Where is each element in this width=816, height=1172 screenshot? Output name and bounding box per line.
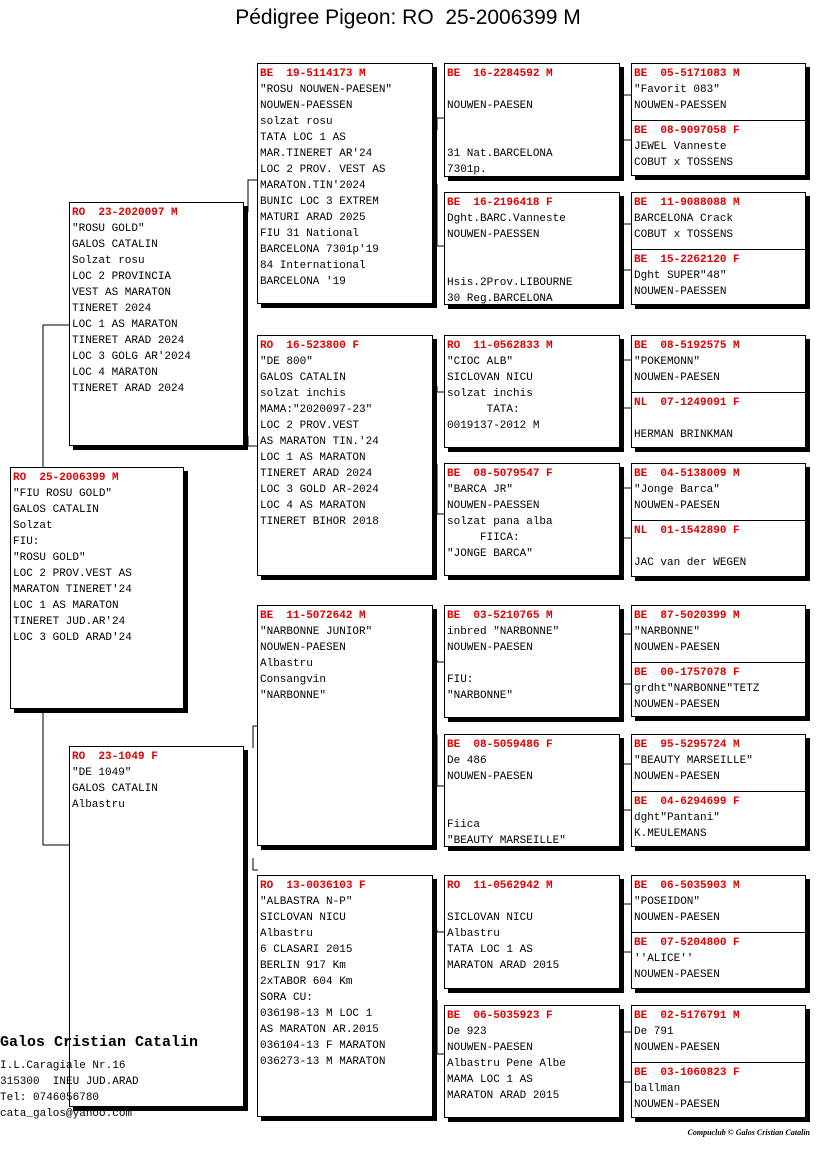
sex-marker: M (733, 197, 740, 209)
pigeon-info-line: SICLOVAN NICU (260, 912, 346, 924)
pigeon-card-g11[interactable] (632, 735, 805, 791)
pigeon-info-line: Solzat rosu (72, 255, 145, 267)
pigeon-info-line: MARATON.TIN'2024 (260, 180, 366, 192)
sex-marker: F (733, 125, 740, 137)
pigeon-info-line: TINERET JUD.AR'24 (13, 616, 126, 628)
ring-id: BE 07-5204800 (634, 937, 727, 949)
pigeon-info-line: TINERET ARAD 2024 (72, 383, 185, 395)
sire-box (69, 202, 244, 446)
pigeon-card-sd[interactable] (258, 336, 432, 575)
pigeon-card-g2[interactable] (632, 120, 805, 175)
pigeon-info-line: NOUWEN-PAESSEN (634, 100, 727, 112)
ring-number (634, 395, 805, 411)
sex-marker: M (546, 610, 553, 622)
ring-number (72, 205, 243, 221)
pigeon-info-line: "ROSU GOLD" (13, 552, 86, 564)
pigeon-info-line: NOUWEN-PAESEN (634, 912, 720, 924)
pigeon-info-line: LOC 1 AS MARATON (260, 452, 366, 464)
pigeon-info-line: LOC 4 AS MARATON (260, 500, 366, 512)
pigeon-card-g7[interactable] (632, 464, 805, 520)
footer-credit: Compuclub © Galos Cristian Catalin (687, 1128, 810, 1137)
pigeon-info-line: BERLIN 917 Km (260, 960, 346, 972)
pigeon-card-g4[interactable] (632, 249, 805, 304)
owner-address: I.L.Caragiale Nr.16 (0, 1060, 126, 1072)
pigeon-info-line: FIICA: (447, 532, 520, 544)
ring-number (13, 470, 183, 486)
pigeon-info-line: 036273-13 M MARATON (260, 1056, 386, 1068)
ring-id: BE 08-5059486 (447, 739, 540, 751)
sex-marker: M (546, 880, 553, 892)
sex-marker: M (546, 68, 553, 80)
g-pair-8 (631, 1005, 806, 1118)
ring-id: NL 07-1249091 (634, 397, 727, 409)
pigeon-info-line (634, 411, 805, 427)
dd-box (257, 875, 433, 1117)
pigeon-info-line: 31 Nat.BARCELONA (447, 148, 553, 160)
pigeon-info-line: Hsis.2Prov.LIBOURNE (447, 277, 573, 289)
pigeon-info-line: TATA LOC 1 AS (260, 132, 346, 144)
sex-marker: F (359, 880, 366, 892)
pigeon-info-line: "JONGE BARCA" (447, 548, 533, 560)
ring-number (260, 338, 432, 354)
pigeon-info-line: JEWEL Vanneste (634, 141, 727, 153)
pigeon-info-line: NOUWEN-PAESEN (634, 771, 720, 783)
pigeon-card-sss[interactable] (445, 64, 619, 176)
pigeon-info-line: "POKEMONN" (634, 356, 701, 368)
ring-number (634, 878, 805, 894)
pigeon-card-dam[interactable] (70, 747, 243, 1106)
pigeon-info-line: NOUWEN-PAESSEN (634, 286, 727, 298)
pigeon-info-line: MARATON ARAD 2015 (447, 960, 560, 972)
pigeon-info-line: GALOS CATALIN (72, 783, 158, 795)
pigeon-card-g12[interactable] (632, 791, 805, 846)
pigeon-info-line: FIU 31 National (260, 228, 360, 240)
pigeon-card-g6[interactable] (632, 392, 805, 447)
pigeon-info-line: TATA: (447, 404, 520, 416)
pigeon-info-line: TATA LOC 1 AS (447, 944, 533, 956)
ring-id: RO 25-2006399 (13, 472, 106, 484)
pigeon-info-line: Consangvin (260, 674, 327, 686)
sex-marker: M (733, 610, 740, 622)
pigeon-info-line: dght"Pantani" (634, 812, 720, 824)
ring-number (447, 466, 619, 482)
pigeon-info-line: solzat inchis (447, 388, 533, 400)
g-pair-5 (631, 605, 806, 717)
pigeon-info-line: 30 Reg.BARCELONA (447, 293, 553, 304)
dsd-box (444, 734, 620, 847)
pigeon-card-g15[interactable] (632, 1006, 805, 1062)
pigeon-info-line: inbred "NARBONNE" (447, 626, 560, 638)
pigeon-info-line: BARCELONA Crack (634, 213, 734, 225)
pigeon-info-line: LOC 2 PROV.VEST (260, 420, 360, 432)
pigeon-info-line: 036104-13 F MARATON (260, 1040, 386, 1052)
pigeon-info-line: HERMAN BRINKMAN (634, 429, 734, 441)
sss-box (444, 63, 620, 177)
sex-marker: M (546, 340, 553, 352)
pigeon-card-dd[interactable] (258, 876, 432, 1116)
pigeon-info-line: K.MEULEMANS (634, 828, 707, 840)
ring-id: BE 08-9097058 (634, 125, 727, 137)
owner-email[interactable]: cata_galos@yahoo.com (0, 1108, 133, 1120)
pigeon-info-line (447, 801, 619, 817)
pigeon-info-line: NOUWEN-PAESEN (447, 1042, 533, 1054)
ring-number (447, 195, 619, 211)
pigeon-card-g10[interactable] (632, 662, 805, 716)
sex-marker: M (733, 739, 740, 751)
sex-marker: M (359, 610, 366, 622)
ring-id: RO 16-523800 (260, 340, 346, 352)
pigeon-info-line: ''ALICE'' (634, 953, 694, 965)
ring-number (634, 195, 805, 211)
ring-number (634, 1008, 805, 1024)
sd-box (257, 335, 433, 576)
ssd-box (444, 192, 620, 305)
ring-number (634, 935, 805, 951)
ddd-box (444, 1005, 620, 1118)
ring-id: BE 19-5114173 (260, 68, 353, 80)
pigeon-info-line: AS MARATON AR.2015 (260, 1024, 379, 1036)
pigeon-info-line: TINERET 2024 (72, 303, 152, 315)
pigeon-info-line: 2xTABOR 604 Km (260, 976, 353, 988)
pigeon-info-line: "BEAUTY MARSEILLE" (634, 755, 753, 767)
pigeon-info-line: solzat rosu (260, 116, 333, 128)
pigeon-info-line (447, 82, 619, 98)
ring-number (447, 338, 619, 354)
pigeon-card-sdd[interactable] (445, 464, 619, 575)
pigeon-info-line: NOUWEN-PAESEN (634, 969, 720, 981)
pigeon-info-line: SORA CU: (260, 992, 313, 1004)
ring-number (634, 608, 805, 624)
pigeon-info-line (634, 539, 805, 555)
connector-dam-dd (253, 858, 258, 870)
sex-marker: F (352, 340, 360, 352)
pigeon-card-g5[interactable] (632, 336, 805, 392)
pigeon-info-line (447, 785, 619, 801)
pigeon-info-line: VEST AS MARATON (72, 287, 172, 299)
pigeon-info-line: "ROSU NOUWEN-PAESEN" (260, 84, 393, 96)
pigeon-info-line: solzat pana alba (447, 516, 553, 528)
ring-id: RO 11-0562833 (447, 340, 540, 352)
pigeon-info-line: LOC 2 PROVINCIA (72, 271, 172, 283)
ds-box (257, 605, 433, 846)
pigeon-info-line: "Favorit 083" (634, 84, 720, 96)
pigeon-info-line: grdht"NARBONNE"TETZ (634, 683, 760, 695)
pigeon-info-line: GALOS CATALIN (72, 239, 158, 251)
pigeon-card-g8[interactable] (632, 520, 805, 576)
ring-number (634, 123, 805, 139)
pigeon-info-line (447, 259, 619, 275)
pigeon-card-g16[interactable] (632, 1062, 805, 1117)
pigeon-info-line (447, 656, 619, 672)
ring-id: RO 23-2020097 (72, 207, 165, 219)
ring-id: BE 02-5176791 (634, 1010, 727, 1022)
pigeon-card-subject[interactable] (11, 468, 183, 708)
pigeon-info-line: MAR.TINERET AR'24 (260, 148, 373, 160)
ring-id: BE 16-2284592 (447, 68, 540, 80)
pigeon-info-line: De 486 (447, 755, 487, 767)
ring-id: NL 01-1542890 (634, 525, 727, 537)
pigeon-info-line: MAMA:"2020097-23" (260, 404, 373, 416)
ring-id: BE 95-5295724 (634, 739, 727, 751)
pigeon-info-line: MARATON TINERET'24 (13, 584, 132, 596)
pigeon-info-line: NOUWEN-PAESSEN (447, 500, 540, 512)
connector-subject-sire (43, 325, 70, 469)
pigeon-info-line: LOC 4 MARATON (72, 367, 158, 379)
sex-marker: F (546, 1010, 553, 1022)
page-title: Pédigree Pigeon: RO 25-2006399 M (235, 6, 581, 29)
pigeon-card-sds[interactable] (445, 336, 619, 447)
ring-number (634, 1065, 805, 1081)
pigeon-info-line: BARCELONA 7301p'19 (260, 244, 379, 256)
pigeon-info-line: LOC 3 GOLD ARAD'24 (13, 632, 132, 644)
pigeon-card-ds[interactable] (258, 606, 432, 845)
owner-name: Galos Cristian Catalin (0, 1034, 199, 1051)
ring-id: BE 06-5035923 (447, 1010, 540, 1022)
pigeon-info-line: LOC 1 AS MARATON (13, 600, 119, 612)
sex-marker: F (546, 739, 553, 751)
pigeon-card-g9[interactable] (632, 606, 805, 662)
g-pair-4 (631, 463, 806, 577)
sex-marker: M (112, 472, 119, 484)
pigeon-info-line: BARCELONA '19 (260, 276, 346, 288)
ring-id: BE 15-2262120 (634, 254, 727, 266)
ring-number (634, 665, 805, 681)
ring-number (260, 608, 432, 624)
ring-number (72, 749, 243, 765)
ring-number (634, 737, 805, 753)
pigeon-info-line: 0019137-2012 M (447, 420, 540, 432)
pigeon-info-line: "ALBASTRA N-P" (260, 896, 353, 908)
pigeon-card-sire[interactable] (70, 203, 243, 445)
ring-id: BE 03-5210765 (447, 610, 540, 622)
pigeon-info-line: GALOS CATALIN (13, 504, 99, 516)
pigeon-info-line: Solzat (13, 520, 53, 532)
g-pair-3 (631, 335, 806, 448)
pigeon-info-line: "NARBONNE" (260, 690, 327, 702)
pigeon-info-line: "BEAUTY MARSEILLE" (447, 835, 566, 846)
pigeon-info-line: De 791 (634, 1026, 674, 1038)
ring-id: BE 04-6294699 (634, 796, 727, 808)
sex-marker: F (546, 197, 553, 209)
pigeon-info-line: 036198-13 M LOC 1 (260, 1008, 373, 1020)
ring-id: BE 08-5192575 (634, 340, 727, 352)
pigeon-info-line: "DE 800" (260, 356, 313, 368)
pigeon-card-dss[interactable] (445, 606, 619, 717)
pigeon-card-ddd[interactable] (445, 1006, 619, 1117)
sex-marker: F (733, 937, 740, 949)
pigeon-info-line: AS MARATON TIN.'24 (260, 436, 379, 448)
pigeon-info-line: "POSEIDON" (634, 896, 701, 908)
ring-id: BE 05-5171083 (634, 68, 727, 80)
pigeon-info-line: Fiica (447, 819, 481, 831)
pigeon-card-g13[interactable] (632, 876, 805, 932)
ring-number (634, 338, 805, 354)
pigeon-info-line: 7301p. (447, 164, 487, 176)
ring-number (634, 66, 805, 82)
pigeon-info-line: NOUWEN-PAESEN (634, 1099, 720, 1111)
pigeon-info-line: TINERET BIHOR 2018 (260, 516, 379, 528)
ring-number (447, 1008, 619, 1024)
pigeon-info-line: NOUWEN-PAESEN (634, 500, 720, 512)
pigeon-info-line: SICLOVAN NICU (447, 912, 533, 924)
sex-marker: F (733, 397, 740, 409)
sex-marker: F (151, 751, 158, 763)
ring-number (447, 737, 619, 753)
pigeon-info-line: LOC 3 GOLD AR-2024 (260, 484, 379, 496)
sex-marker: M (733, 1010, 740, 1022)
pigeon-info-line: Dght.BARC.Vanneste (447, 213, 566, 225)
pigeon-info-line: NOUWEN-PAESSEN (260, 100, 353, 112)
sdd-box (444, 463, 620, 576)
pigeon-info-line: NOUWEN-PAESEN (447, 642, 533, 654)
sex-marker: M (359, 68, 366, 80)
pigeon-info-line: Albastru (447, 928, 500, 940)
subject-box (10, 467, 184, 709)
pigeon-info-line: LOC 3 GOLG AR'2024 (72, 351, 191, 363)
sex-marker: M (171, 207, 178, 219)
sex-marker: F (733, 1067, 740, 1079)
pigeon-info-line: "CIOC ALB" (447, 356, 514, 368)
sex-marker: M (733, 340, 740, 352)
pigeon-info-line: solzat inchis (260, 388, 346, 400)
pigeon-info-line: BUNIC LOC 3 EXTREM (260, 196, 379, 208)
ring-number (634, 252, 805, 268)
pigeon-card-dds[interactable] (445, 876, 619, 988)
pigeon-info-line: NOUWEN-PAESEN (634, 1042, 720, 1054)
pigeon-info-line (447, 130, 619, 146)
pigeon-info-line: LOC 1 AS MARATON (72, 319, 178, 331)
pigeon-info-line: NOUWEN-PAESEN (634, 372, 720, 384)
pigeon-info-line: "FIU ROSU GOLD" (13, 488, 113, 500)
pigeon-info-line: NOUWEN-PAESEN (447, 771, 533, 783)
pigeon-info-line: "BARCA JR" (447, 484, 514, 496)
ring-id: BE 16-2196418 (447, 197, 540, 209)
pigeon-info-line (447, 894, 619, 910)
ring-number (634, 466, 805, 482)
ring-number (447, 66, 619, 82)
pigeon-card-dsd[interactable] (445, 735, 619, 846)
pigeon-info-line: "ROSU GOLD" (72, 223, 145, 235)
g-pair-6 (631, 734, 806, 847)
pigeon-info-line: MARATON ARAD 2015 (447, 1090, 560, 1102)
sex-marker: F (733, 796, 740, 808)
pigeon-info-line: NOUWEN-PAESSEN (447, 229, 540, 241)
pigeon-info-line: FIU: (13, 536, 40, 548)
pigeon-info-line: LOC 2 PROV. VEST AS (260, 164, 386, 176)
ring-id: BE 08-5079547 (447, 468, 540, 480)
pigeon-info-line: 6 CLASARI 2015 (260, 944, 353, 956)
pigeon-info-line: Albastru Pene Albe (447, 1058, 566, 1070)
ring-number (634, 523, 805, 539)
pigeon-card-g14[interactable] (632, 932, 805, 988)
sds-box (444, 335, 620, 448)
pigeon-info-line: "Jonge Barca" (634, 484, 720, 496)
pigeon-info-line: NOUWEN-PAESEN (634, 642, 720, 654)
pigeon-info-line: TINERET ARAD 2024 (72, 335, 185, 347)
pigeon-info-line: NOUWEN-PAESEN (260, 642, 346, 654)
sex-marker: M (733, 468, 740, 480)
pigeon-info-line (447, 243, 619, 259)
sex-marker: M (733, 880, 740, 892)
sex-marker: F (733, 254, 740, 266)
pigeon-info-line: NOUWEN-PAESEN (447, 100, 533, 112)
ss-box (257, 63, 433, 304)
pigeon-info-line: "NARBONNE" (634, 626, 701, 638)
ring-id: RO 13-0036103 (260, 880, 353, 892)
ring-number (634, 794, 805, 810)
pigeon-info-line: Dght SUPER"48" (634, 270, 727, 282)
pigeon-info-line: LOC 2 PROV.VEST AS (13, 568, 132, 580)
pigeon-info-line: MAMA LOC 1 AS (447, 1074, 533, 1086)
pigeon-info-line: COBUT x TOSSENS (634, 229, 734, 241)
pigeon-info-line: TINERET ARAD 2024 (260, 468, 373, 480)
ring-id: BE 04-5138009 (634, 468, 727, 480)
ring-id: BE 00-1757078 (634, 667, 727, 679)
ring-number (260, 66, 432, 82)
pigeon-info-line: MATURI ARAD 2025 (260, 212, 366, 224)
pigeon-card-ss[interactable] (258, 64, 432, 303)
pigeon-info-line: NOUWEN-PAESEN (634, 699, 720, 711)
pigeon-card-g1[interactable] (632, 64, 805, 120)
ring-id: RO 11-0562942 (447, 880, 540, 892)
owner-phone: Tel: 0746056780 (0, 1092, 100, 1104)
pigeon-info-line: "NARBONNE" (447, 690, 514, 702)
g-pair-2 (631, 192, 806, 305)
sex-marker: F (546, 468, 553, 480)
pigeon-info-line: JAC van der WEGEN (634, 557, 747, 569)
g-pair-1 (631, 63, 806, 176)
dss-box (444, 605, 620, 718)
connector-subject-dam (43, 709, 70, 845)
ring-id: BE 06-5035903 (634, 880, 727, 892)
pigeon-info-line: FIU: (447, 674, 474, 686)
ring-number (447, 878, 619, 894)
dam-box (69, 746, 244, 1107)
sex-marker: M (733, 68, 740, 80)
pigeon-info-line (447, 114, 619, 130)
pigeon-info-line: 84 International (260, 260, 366, 272)
pigeon-info-line: Albastru (260, 928, 313, 940)
pigeon-info-line: COBUT x TOSSENS (634, 157, 734, 169)
pigeon-info-line: Albastru (260, 658, 313, 670)
ring-id: BE 11-9088088 (634, 197, 727, 209)
owner-city: 315300 INEU JUD.ARAD (0, 1076, 139, 1088)
pigeon-info-line: SICLOVAN NICU (447, 372, 533, 384)
sex-marker: F (733, 525, 740, 537)
ring-id: BE 03-1060823 (634, 1067, 727, 1079)
pigeon-info-line: ballman (634, 1083, 681, 1095)
pigeon-info-line: "NARBONNE JUNIOR" (260, 626, 373, 638)
pigeon-info-line: "DE 1049" (72, 767, 132, 779)
ring-id: BE 87-5020399 (634, 610, 727, 622)
pigeon-info-line: De 923 (447, 1026, 487, 1038)
ring-id: RO 23-1049 (72, 751, 145, 763)
ring-number (260, 878, 432, 894)
pigeon-info-line: Albastru (72, 799, 125, 811)
dds-box (444, 875, 620, 989)
pigeon-card-ssd[interactable] (445, 193, 619, 304)
ring-id: BE 11-5072642 (260, 610, 353, 622)
pigeon-info-line: GALOS CATALIN (260, 372, 346, 384)
pigeon-card-g3[interactable] (632, 193, 805, 249)
sex-marker: F (733, 667, 740, 679)
g-pair-7 (631, 875, 806, 989)
ring-number (447, 608, 619, 624)
